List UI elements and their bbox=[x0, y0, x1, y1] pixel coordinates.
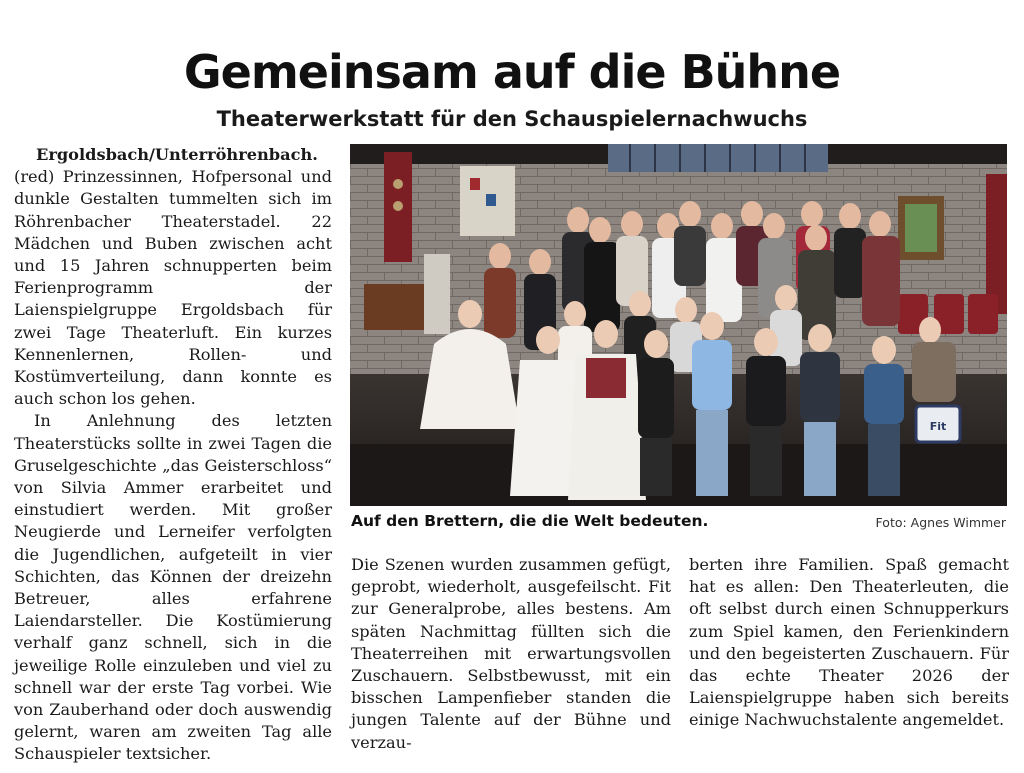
paragraph-3-part-1: Die Szenen wurden zusammen gefügt, geprobt, wiederholt, ausgefeilscht. Fit zur Generalprobe, alles bestens. Am späten Nachmittag füllten sich die Theaterreihen mit erwartungsvollen Zuschauern. Selbstbewusst, mit ein bisschen Lampenfieber standen die jungen Talente auf der Bühne und verzau- bbox=[351, 555, 671, 752]
group-photo bbox=[350, 144, 1007, 506]
dateline: Ergoldsbach/Unterröhrenbach. bbox=[36, 145, 318, 164]
headline: Gemeinsam auf die Bühne bbox=[183, 44, 841, 99]
paragraph-3-part-2: berten ihre Familien. Spaß gemacht hat es allen: Den Theaterleuten, die oft selbst durch einen Schnupperkurs zum Spiel kamen, den Ferienkindern und den begeisterten Zuschauern. Für das echte Theater 2026 der Laienspielgruppe haben sich bereits einige Nachwuchstalente angemeldet. bbox=[689, 555, 1009, 730]
article-column-3 bbox=[689, 554, 1009, 732]
paragraph-1-text: (red) Prinzessinnen, Hofpersonal und dunkle Gestalten tummelten sich im Röhrenbacher Theaterstadel. 22 Mädchen und Buben zwischen acht und 15 Jahren schnupperten beim Ferienprogramm der Laienspielgruppe Ergoldsbach für zwei Tage Theaterluft. Ein kurzes Kennenlernen, Rollen- und Kostümverteilung, dann konnte es auch schon los gehen. bbox=[14, 167, 332, 409]
photo-caption: Auf den Brettern, die die Welt bedeuten. bbox=[351, 512, 709, 530]
article-column-1 bbox=[14, 144, 332, 766]
paragraph-2: In Anlehnung des letzten Theaterstücks sollte in zwei Tagen die Gruselgeschichte „das Geisterschloss“ von Silvia Ammer erarbeitet und einstudiert werden. Mit großer Neugierde und Lerneifer verfolgten die Jugendlichen, aufgeteilt in vier Schichten, das Können der dreizehn Betreuer, alles erfahrene Laiendarsteller. Die Kostümierung verhalf ganz schnell, sich in die jeweilige Rolle einzuleben und viel zu schnell war der erste Tag vorbei. Wie von Zauberhand oder doch auswendig gelernt, waren am zweiten Tag alle Schauspieler textsicher. bbox=[14, 411, 332, 764]
article-column-2 bbox=[351, 554, 671, 754]
photo-credit: Foto: Agnes Wimmer bbox=[875, 515, 1006, 530]
paragraph-1 bbox=[14, 144, 332, 410]
subheadline: Theaterwerkstatt für den Schauspielernachwuchs bbox=[216, 107, 808, 132]
bag-label: Fit bbox=[929, 420, 947, 433]
